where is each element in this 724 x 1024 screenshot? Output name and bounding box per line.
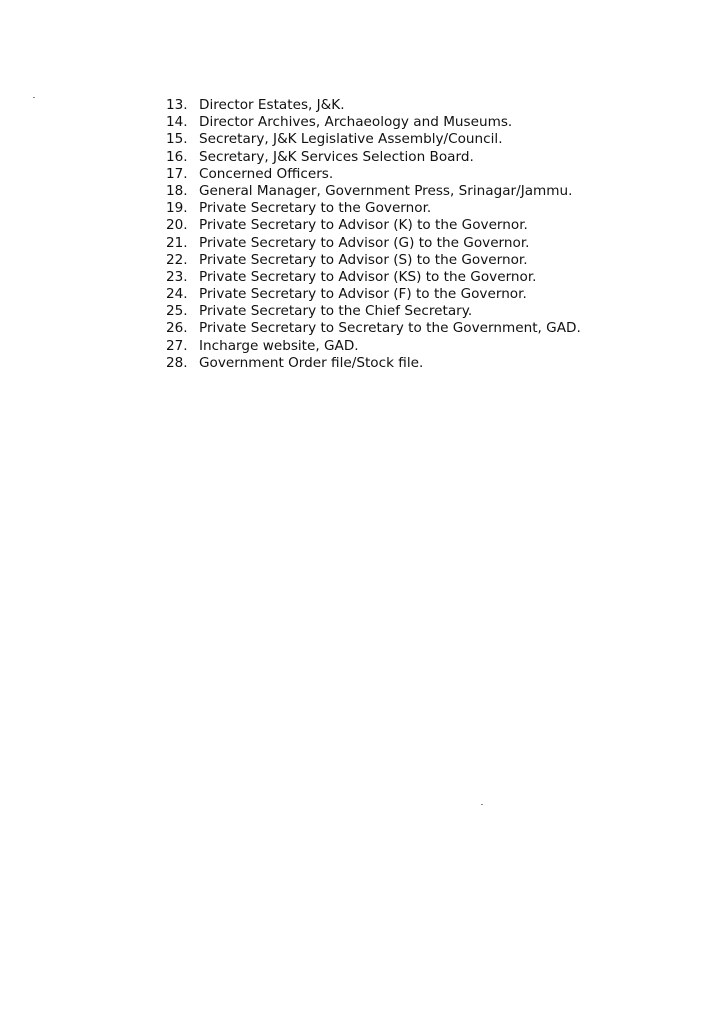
item-text: Director Archives, Archaeology and Museums. (199, 114, 513, 131)
item-number: 26. (166, 320, 188, 337)
item-number: 13. (166, 97, 188, 113)
list-item (166, 217, 581, 234)
item-text: Private Secretary to Advisor (F) to the Governor. (199, 286, 527, 303)
item-text: Private Secretary to Advisor (S) to the Governor. (199, 251, 528, 268)
item-number: 23. (166, 268, 188, 285)
list-item (166, 200, 581, 217)
distribution-list (166, 97, 581, 372)
item-text: Director Estates, J&K. (199, 97, 345, 113)
list-item (166, 338, 581, 355)
item-text: Incharge website, GAD. (199, 337, 359, 354)
item-number: 14. (166, 114, 188, 131)
scan-speck (481, 804, 483, 805)
list-item (166, 114, 581, 131)
item-number: 17. (166, 165, 188, 182)
item-text: Private Secretary to Advisor (KS) to the Governor. (199, 268, 537, 285)
item-number: 27. (166, 337, 188, 354)
list-item (166, 286, 581, 303)
list-item (166, 235, 581, 252)
item-number: 25. (166, 303, 188, 320)
item-number: 20. (166, 217, 188, 234)
list-item (166, 131, 581, 148)
item-number: 24. (166, 286, 188, 303)
item-number: 19. (166, 200, 188, 217)
item-text: Private Secretary to the Chief Secretary. (199, 303, 473, 320)
list-item (166, 149, 581, 166)
item-number: 28. (166, 354, 188, 371)
item-number: 22. (166, 251, 188, 268)
scan-speck (33, 97, 35, 98)
list-item (166, 303, 581, 320)
item-number: 16. (166, 148, 188, 165)
item-text: Private Secretary to the Governor. (199, 200, 432, 217)
item-text: Government Order file/Stock file. (199, 354, 424, 371)
item-text: General Manager, Government Press, Srinagar/Jammu. (199, 182, 573, 199)
list-item (166, 183, 581, 200)
list-item (166, 355, 581, 372)
item-number: 15. (166, 131, 188, 148)
item-text: Private Secretary to Advisor (K) to the Governor. (199, 217, 528, 234)
item-number: 18. (166, 182, 188, 199)
list-item (166, 269, 581, 286)
item-text: Private Secretary to Secretary to the Government, GAD. (199, 320, 581, 337)
item-number: 21. (166, 234, 188, 251)
list-item (166, 166, 581, 183)
item-text: Secretary, J&K Legislative Assembly/Council. (199, 131, 503, 148)
item-text: Private Secretary to Advisor (G) to the Governor. (199, 234, 530, 251)
list-item (166, 252, 581, 269)
item-text: Concerned Officers. (199, 165, 334, 182)
list-item (166, 97, 581, 114)
item-text: Secretary, J&K Services Selection Board. (199, 148, 474, 165)
list-item (166, 320, 581, 337)
